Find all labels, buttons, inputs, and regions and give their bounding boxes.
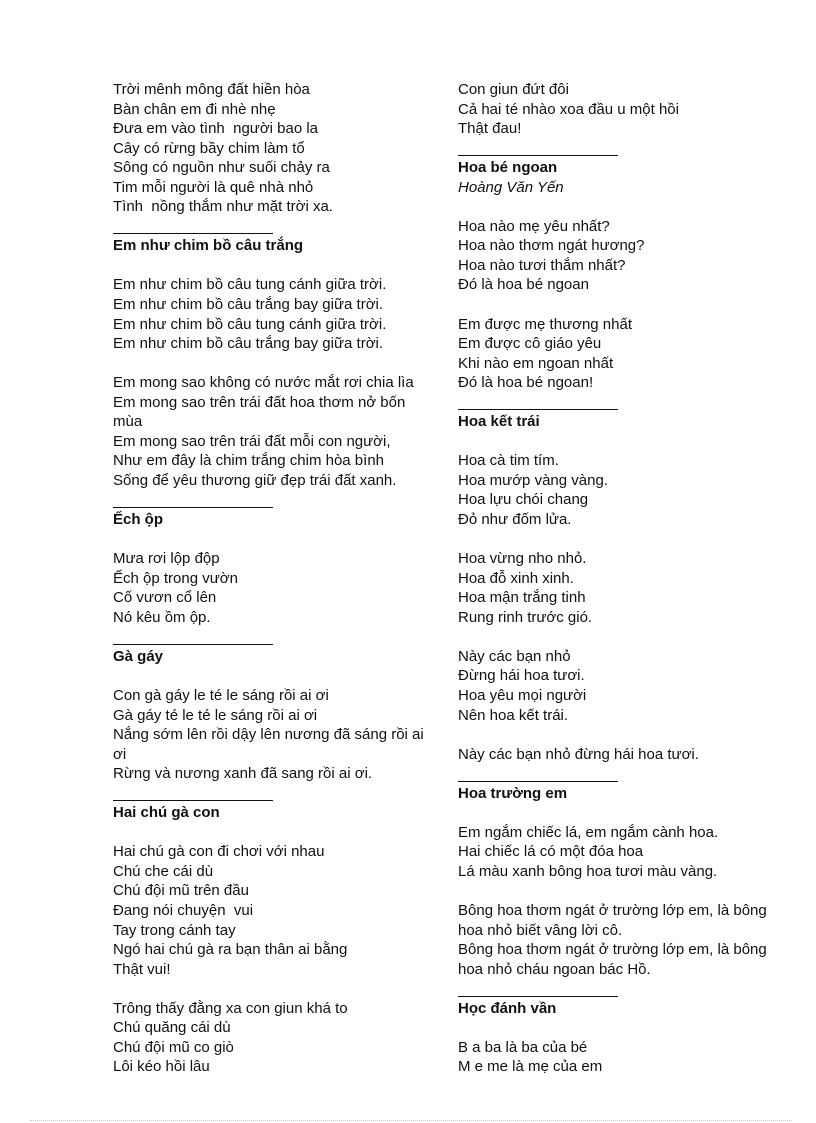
blank-line <box>458 432 798 452</box>
blank-line <box>113 530 448 550</box>
right-column <box>458 80 798 1077</box>
lyric-line: Em mong sao không có nước mắt rơi chia lìa <box>113 374 414 392</box>
lyric-line: Bàn chân em đi nhè nhẹ <box>113 100 276 118</box>
blank-line <box>113 666 448 686</box>
lyric-line: Em mong sao trên trái đất hoa thơm nở bốn <box>113 393 406 411</box>
lyric-line: Sông có nguồn như suối chảy ra <box>113 159 330 177</box>
lyric-line: Hoa nào tươi thắm nhất? <box>458 256 626 274</box>
lyric-line: Rừng và nương xanh đã sang rồi ai ơi. <box>113 765 373 783</box>
song-title: Hoa trường em <box>458 784 568 802</box>
lyric-line: Rung rinh trước gió. <box>458 608 593 626</box>
lyric-line: Đưa em vào tình người bao la <box>113 120 319 138</box>
lyric-line: Lá màu xanh bông hoa tươi màu vàng. <box>458 862 718 880</box>
lyric-line: Hai chiếc lá có một đóa hoa <box>458 843 644 861</box>
blank-line <box>458 1018 798 1038</box>
song-title: Hoa kết trái <box>458 413 540 431</box>
song-title: Hai chú gà con <box>113 804 220 822</box>
lyric-line: Tay trong cánh tay <box>113 921 236 939</box>
lyric-line: Ếch ộp trong vườn <box>113 569 238 587</box>
lyric-line: Đang nói chuyện vui <box>113 901 254 919</box>
lyric-line: Này các bạn nhỏ <box>458 647 571 665</box>
lyric-line: Hoa mướp vàng vàng. <box>458 471 608 489</box>
lyric-line: Hoa lựu chói chang <box>458 491 589 509</box>
blank-line <box>113 823 448 843</box>
blank-line <box>113 256 448 276</box>
blank-line <box>113 354 448 374</box>
lyric-line: Hoa đỗ xinh xinh. <box>458 569 574 587</box>
page-bottom-rule <box>30 1120 792 1121</box>
section-divider <box>458 139 798 159</box>
lyric-line: Em được cô giáo yêu <box>458 335 602 353</box>
lyric-line: mùa <box>113 413 143 431</box>
lyric-line: ơi <box>113 745 127 763</box>
section-divider <box>113 784 448 804</box>
lyric-line: Cây có rừng bầy chim làm tổ <box>113 139 305 157</box>
lyric-line: Hai chú gà con đi chơi với nhau <box>113 843 325 861</box>
lyric-line: Hoa mận trắng tinh <box>458 589 586 607</box>
lyric-line: Tim mỗi người là quê nhà nhỏ <box>113 178 314 196</box>
lyric-line: Mưa rơi lộp độp <box>113 550 220 568</box>
lyric-line: Đó là hoa bé ngoan <box>458 276 589 294</box>
lyric-line: Ngó hai chú gà ra bạn thân ai bằng <box>113 941 348 959</box>
blank-line <box>458 197 798 217</box>
lyric-line: Hoa vừng nho nhỏ. <box>458 550 587 568</box>
blank-line <box>458 881 798 901</box>
lyric-line: Thật đau! <box>458 120 522 138</box>
blank-line <box>458 530 798 550</box>
lyric-line: Đó là hoa bé ngoan! <box>458 374 594 392</box>
lyric-line: Em mong sao trên trái đất mỗi con người, <box>113 432 391 450</box>
section-divider <box>458 979 798 999</box>
blank-line <box>458 295 798 315</box>
lyric-line: Nó kêu ồm ộp. <box>113 608 211 626</box>
blank-line <box>458 627 798 647</box>
left-column <box>113 80 448 1077</box>
section-divider <box>113 490 448 510</box>
blank-line <box>458 725 798 745</box>
section-divider <box>458 393 798 413</box>
lyric-line: Con gà gáy le té le sáng rồi ai ơi <box>113 686 329 704</box>
lyric-line: Bông hoa thơm ngát ở trường lớp em, là bông <box>458 941 767 959</box>
lyric-line: Khi nào em ngoan nhất <box>458 354 614 372</box>
lyric-line: Em như chim bồ câu trắng bay giữa trời. <box>113 296 384 314</box>
song-title: Ếch ộp <box>113 511 164 529</box>
section-divider <box>458 764 798 784</box>
lyric-line: Cố vươn cổ lên <box>113 589 217 607</box>
song-title: Học đánh vần <box>458 999 557 1017</box>
lyric-line: hoa nhỏ biết vâng lời cô. <box>458 921 623 939</box>
song-title: Em như chim bồ câu trắng <box>113 237 304 255</box>
section-divider <box>113 627 448 647</box>
lyric-line: Em được mẹ thương nhất <box>458 315 632 333</box>
lyric-line: Lôi kéo hồi lâu <box>113 1058 210 1076</box>
lyric-line: Chú che cái dù <box>113 862 214 880</box>
lyric-line: Này các bạn nhỏ đừng hái hoa tươi. <box>458 745 699 763</box>
lyric-line: Nên hoa kết trái. <box>458 706 569 724</box>
lyric-line: Em ngắm chiếc lá, em ngắm cành hoa. <box>458 823 719 841</box>
lyric-line: Sống để yêu thương giữ đẹp trái đất xanh. <box>113 471 397 489</box>
lyric-line: Hoa nào mẹ yêu nhất? <box>458 217 610 235</box>
song-title: Gà gáy <box>113 647 164 665</box>
lyric-line: Con giun đứt đôi <box>458 81 569 98</box>
lyric-line: Tình nồng thắm như mặt trời xa. <box>113 198 333 216</box>
lyric-line: Thật vui! <box>113 960 171 978</box>
lyric-line: Chú đội mũ co giò <box>113 1038 234 1056</box>
lyric-line: Trông thấy đằng xa con giun khá to <box>113 999 348 1017</box>
lyric-line: M e me là mẹ của em <box>458 1058 603 1076</box>
lyric-line: Đỏ như đốm lửa. <box>458 511 572 529</box>
song-author: Hoàng Văn Yến <box>458 178 564 196</box>
blank-line <box>113 979 448 999</box>
lyric-line: Cả hai té nhào xoa đầu u một hồi <box>458 100 679 118</box>
lyric-line: Nắng sớm lên rồi dậy lên nương đã sáng rồi ai <box>113 726 424 744</box>
lyric-line: Em như chim bồ câu trắng bay giữa trời. <box>113 335 384 353</box>
lyric-line: Hoa cà tim tím. <box>458 452 559 470</box>
lyric-line: B a ba là ba của bé <box>458 1038 588 1056</box>
song-title: Hoa bé ngoan <box>458 159 558 177</box>
section-divider <box>113 217 448 237</box>
lyric-line: Bông hoa thơm ngát ở trường lớp em, là bông <box>458 901 767 919</box>
lyric-line: Chú quăng cái dù <box>113 1019 231 1037</box>
lyric-line: Em như chim bồ câu tung cánh giữa trời. <box>113 315 387 333</box>
lyric-line: Em như chim bồ câu tung cánh giữa trời. <box>113 276 387 294</box>
lyric-line: Trời mênh mông đất hiền hòa <box>113 81 310 98</box>
blank-line <box>458 803 798 823</box>
lyric-line: Hoa nào thơm ngát hương? <box>458 237 645 255</box>
lyric-line: Đừng hái hoa tươi. <box>458 667 585 685</box>
lyric-line: Gà gáy té le té le sáng rồi ai ơi <box>113 706 318 724</box>
lyric-line: Như em đây là chim trắng chim hòa bình <box>113 452 385 470</box>
lyric-line: hoa nhỏ cháu ngoan bác Hồ. <box>458 960 651 978</box>
lyric-line: Chú đội mũ trên đầu <box>113 882 249 900</box>
lyric-line: Hoa yêu mọi người <box>458 686 587 704</box>
